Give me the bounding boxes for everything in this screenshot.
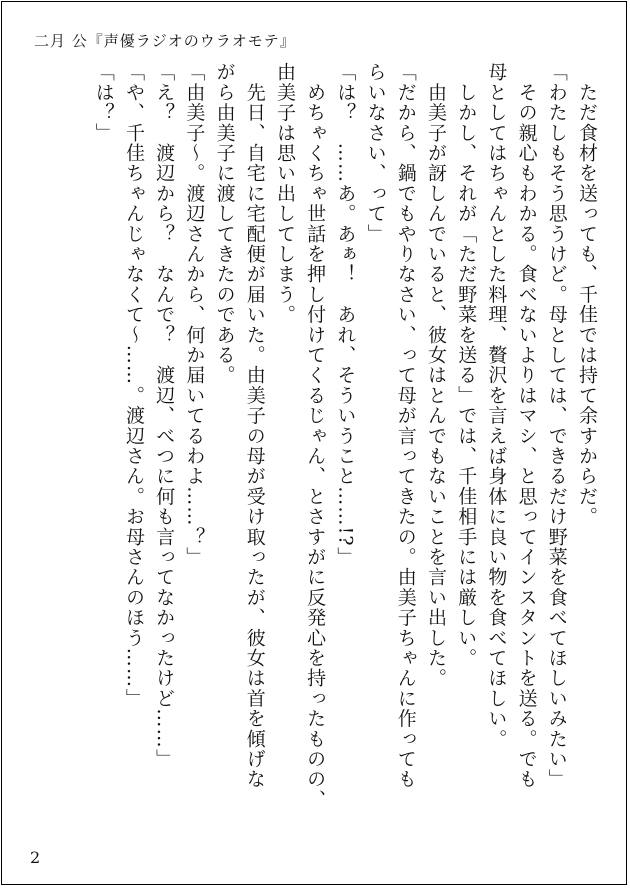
page-number: 2	[30, 848, 41, 867]
page-frame	[1, 1, 627, 885]
text-line: めちゃくちゃ世話を押し付けてくるじゃん、とさすがに反発心を持ったものの、	[304, 62, 327, 810]
body-text	[12, 62, 602, 852]
running-title: 二月 公『声優ラジオのウラオモテ』	[34, 32, 296, 50]
text-line: 「は？ ……あ。あぁ！ あれ、そういうこと……!?」	[334, 62, 357, 568]
text-line: らいなさい、って」	[364, 62, 387, 244]
text-line: 「や、千佳ちゃんじゃなくて～……。渡辺さん。お母さんのほう……」	[122, 62, 145, 709]
text-line: 由美子は思い出してしまう。	[273, 62, 296, 325]
text-line: 「え？ 渡辺から？ なんで？ 渡辺、べつに何も言ってなかったけど……」	[153, 62, 176, 769]
text-line: 由美子が訝しんでいると、彼女はとんでもないことを言い出した。	[424, 62, 447, 689]
text-line: がら由美子に渡してきたのである。	[213, 62, 236, 386]
text-line: 「わたしもそう思うけど。母としては、できるだけ野菜を食べてほしいみたい」	[545, 62, 568, 790]
text-line: 先日、自宅に宅配便が届いた。由美子の母が受け取ったが、彼女は首を傾げな	[243, 62, 266, 790]
text-line: 母としてはちゃんとした料理、贅沢を言えば身体に良い物を食べてほしい。	[485, 62, 508, 749]
text-line: 「由美子～。渡辺さんから、何か届いてるわよ……？」	[183, 62, 206, 567]
text-line: その親心もわかる。食べないよりはマシ、と思ってインスタントを送る。でも	[515, 62, 538, 790]
text-line: ただ食材を送っても、千佳では持て余すからだ。	[576, 62, 598, 527]
text-line: 「だから、鍋でもやりなさい、って母が言ってきたの。由美子ちゃんに作っても	[394, 62, 417, 790]
text-line: 「は？」	[92, 62, 115, 143]
text-line: しかし、それが「ただ野菜を送る」では、千佳相手には厳しい。	[455, 62, 478, 668]
